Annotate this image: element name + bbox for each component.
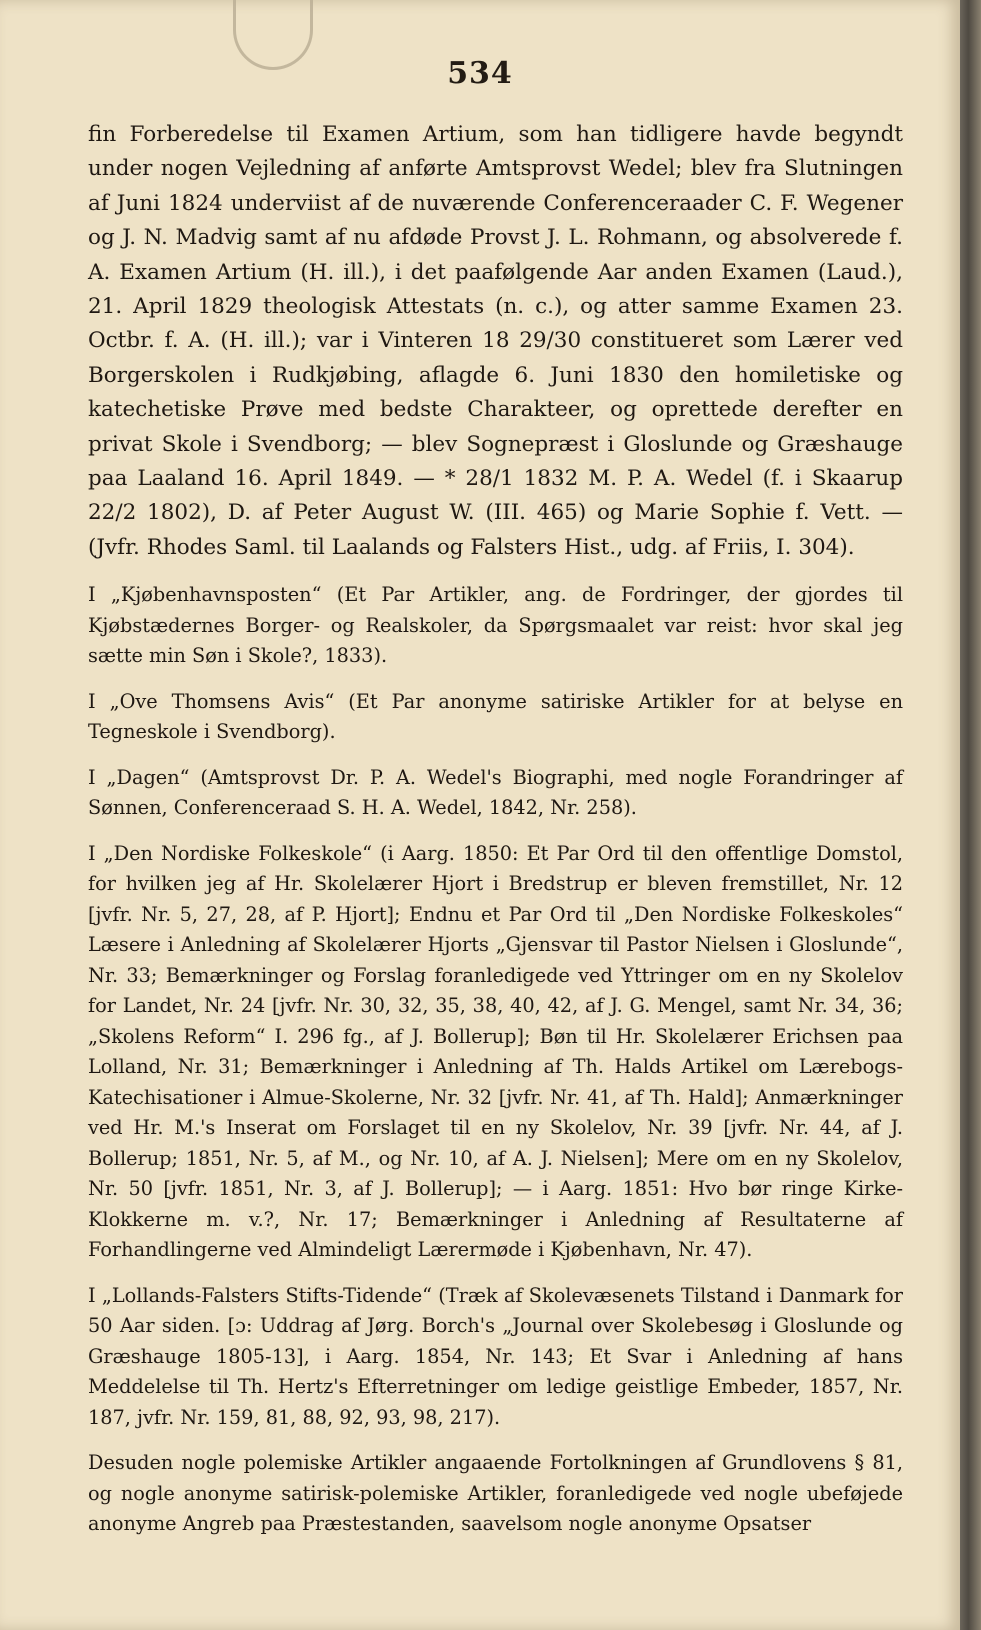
page-number: 534	[447, 56, 513, 91]
closing-paragraph: Desuden nogle polemiske Artikler angaaende Fortolkningen af Grundlovens § 81, og nogle anonyme satirisk-polemiske Artikler, foranledigede ved nogle ubeføjede anonyme Angreb paa Præstestanden, saavelsom nogle anonyme Opsatser	[88, 1451, 903, 1536]
bibliography-entry-stifts-tidende: I „Lollands-Falsters Stifts-Tidende“ (Træk af Skolevæsenets Tilstand i Danmark for 50 Aar siden. [ɔ: Uddrag af Jørg. Borch's „Journal over Skolebesøg i Gloslunde og Græshauge 1805-13], i Aarg. 1854, Nr. 143; Et Svar i Anledning af hans Meddelelse til Th. Hertz's Efterretninger om ledige geistlige Embeder, 1857, Nr. 187, jvfr. Nr. 159, 81, 88, 92, 93, 98, 217).	[88, 1283, 903, 1429]
bibliography-entry-nordiske-folkeskole: I „Den Nordiske Folkeskole“ (i Aarg. 1850: Et Par Ord til den offentlige Domstol, for hvilken jeg af Hr. Skolelærer Hjort i Bredstrup er bleven fremstillet, Nr. 12 [jvfr. Nr. 5, 27, 28, af P. Hjort]; Endnu et Par Ord til „Den Nordiske Folkeskoles“ Læsere i Anledning af Skolelærer Hjorts „Gjensvar til Pastor Nielsen i Gloslunde“, Nr. 33; Bemærkninger og Forslag foranledigede ved Yttringer om en ny Skolelov for Landet, Nr. 24 [jvfr. Nr. 30, 32, 35, 38, 40, 42, af J. G. Mengel, samt Nr. 34, 36; „Skolens Reform“ I. 296 fg., af J. Bollerup]; Bøn til Hr. Skolelærer Erichsen paa Lolland, Nr. 31; Bemærkninger i Anledning af Th. Halds Artikel om Lærebogs-Katechisationer i Almue-Skolerne, Nr. 32 [jvfr. Nr. 41, af Th. Hald]; Anmærkninger ved Hr. M.'s Inserat om Forslaget til en ny Skolelov, Nr. 39 [jvfr. Nr. 44, af J. Bollerup; 1851, Nr. 5, af M., og Nr. 10, af A. J. Nielsen]; Mere om en ny Skolelov, Nr. 50 [jvfr. 1851, Nr. 3, af J. Bollerup]; — i Aarg. 1851: Hvo bør ringe Kirke-Klokkerne m. v.?, Nr. 17; Bemærkninger i Anledning af Resultaterne af Forhandlingerne ved Almindeligt Lærermøde i Kjøbenhavn, Nr. 47).	[88, 841, 903, 1262]
bibliography-entry-dagen: I „Dagen“ (Amtsprovst Dr. P. A. Wedel's Biographi, med nogle Forandringer af Sønnen, Conferenceraad S. H. A. Wedel, 1842, Nr. 258).	[88, 765, 903, 820]
bibliography-entry-ove-thomsens-avis: I „Ove Thomsens Avis“ (Et Par anonyme satiriske Artikler for at belyse en Tegneskole i Svendborg).	[88, 689, 903, 744]
page-body	[88, 118, 903, 1540]
bibliography-entry-kjobenhavnsposten: I „Kjøbenhavnsposten“ (Et Par Artikler, ang. de Fordringer, der gjordes til Kjøbstædernes Borger- og Realskoler, da Spørgsmaalet var reist: hvor skal jeg sætte min Søn i Skole?, 1833).	[88, 583, 903, 668]
biography-paragraph: fin Forberedelse til Examen Artium, som han tidligere havde begyndt under nogen Vejledning af anførte Amtsprovst Wedel; blev fra Slutningen af Juni 1824 underviist af de nuværende Conferenceraader C. F. Wegener og J. N. Madvig samt af nu afdøde Provst J. L. Rohmann, og absolverede f. A. Examen Artium (H. ill.), i det paafølgende Aar anden Examen (Laud.), 21. April 1829 theologisk Attestats (n. c.), og atter samme Examen 23. Octbr. f. A. (H. ill.); var i Vinteren 18 29/30 constitueret som Lærer ved Borgerskolen i Rudkjøbing, aflagde 6. Juni 1830 den homiletiske og katechetiske Prøve med bedste Charakteer, og oprettede derefter en privat Skole i Svendborg; — blev Sognepræst i Gloslunde og Græshauge paa Laaland 16. April 1849. — * 28/1 1832 M. P. A. Wedel (f. i Skaarup 22/2 1802), D. af Peter August W. (III. 465) og Marie Sophie f. Vett. — (Jvfr. Rhodes Saml. til Laalands og Falsters Hist., udg. af Friis, I. 304).	[88, 122, 903, 560]
page-edge-shadow	[960, 0, 981, 1630]
